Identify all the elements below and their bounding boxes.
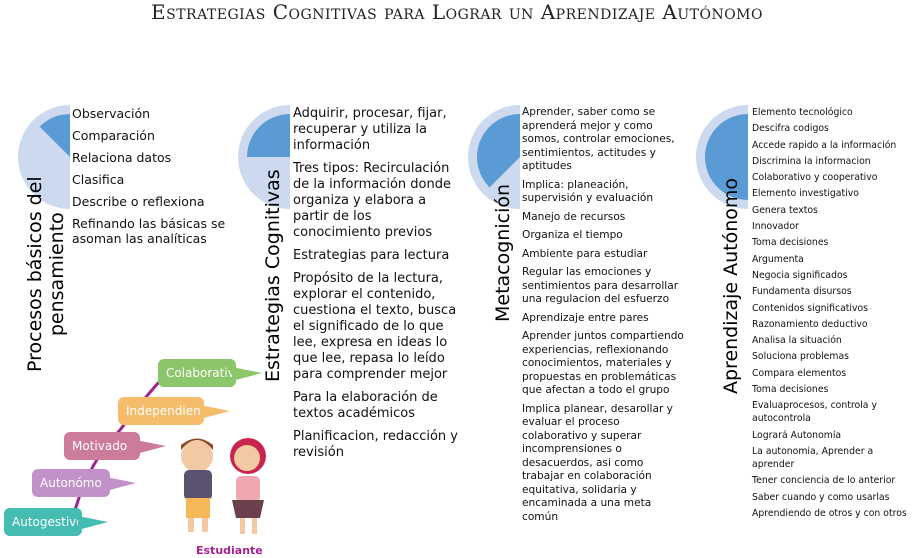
list-item: Accede rapido a la información	[752, 139, 897, 151]
heading-line: pensamiento	[46, 212, 68, 337]
list-item: Discrimina la informacion	[752, 155, 871, 167]
list-item: Ambiente para estudiar	[522, 247, 648, 260]
page-title: Estrategias Cognitivas para Lograr un Aprendizaje Autónomo	[151, 0, 763, 24]
list-item: Regular las emociones y sentimientos para desarrollar una regulacion del esfuerzo	[522, 266, 679, 305]
list-item: Analisa la situación	[752, 335, 842, 347]
list-item: Argumenta	[752, 253, 804, 265]
girl-figure	[230, 438, 266, 534]
list-item: Fundamenta disursos	[752, 286, 852, 298]
list-item: Implica: planeación, supervisión y evaluación	[522, 178, 654, 204]
list-item: Organiza el tiempo	[522, 229, 623, 241]
list-aprendizaje	[752, 106, 914, 523]
heading-line: Procesos básicos del	[24, 176, 46, 372]
list-item: Clasifica	[72, 172, 125, 187]
boy-figure	[181, 439, 213, 533]
column-heading	[24, 176, 68, 372]
step-independiente: Independiente	[118, 397, 204, 425]
list-item: Compara elementos	[752, 367, 847, 379]
list-item: Aprendiendo de otros y con otros	[752, 507, 907, 519]
list-item: Aprendizaje entre pares	[522, 311, 649, 324]
list-item: Toma decisiones	[752, 237, 829, 249]
column-heading: Aprendizaje Autónomo	[720, 177, 742, 394]
list-item: Razonamiento deductivo	[752, 318, 868, 330]
step-colaborativo: Colaborativo	[158, 359, 236, 387]
list-item: La autonomia, Aprender a aprender	[752, 445, 874, 470]
list-item: Elemento investigativo	[752, 188, 859, 200]
list-item: Logrará Autonomía	[752, 429, 842, 441]
list-item: Implica planear, desarollar y evaluar el proceso colaborativo y superar incomprensiones o desacuerdos, asi como trabajar en colaboración equitativa, solidaria y encaminada a una meta común	[522, 402, 673, 523]
step-autogestivo: Autogestivo	[4, 508, 82, 536]
list-item: Planificacion, redacción y revisión	[293, 429, 458, 460]
list-item: Comparación	[72, 128, 155, 143]
list-estrategias	[293, 106, 458, 468]
list-item: Manejo de recursos	[522, 210, 626, 223]
list-item: Aprender, saber como se aprenderá mejor y como somos, controlar emociones, sentimientos, actitudes y aptitudes	[522, 106, 675, 172]
list-procesos	[72, 106, 232, 253]
list-item: Colaborativo y cooperativo	[752, 172, 878, 184]
list-item: Descifra codigos	[752, 123, 829, 135]
list-item: Propósito de la lectura, explorar el contenido, cuestiona el texto, busca el significado de lo que lee, expresa en ideas lo que lee, repasa lo leído para comprender mejor	[293, 271, 457, 382]
list-item: Genera textos	[752, 204, 818, 216]
list-item: Evaluaprocesos, controla y autocontrola	[752, 400, 877, 425]
list-item: Estrategias para lectura	[293, 248, 450, 263]
list-item: Negocia significados	[752, 269, 848, 281]
column-heading: Estrategias Cognitivas	[262, 169, 284, 382]
column-heading: Metacognición	[492, 183, 514, 322]
list-item: Tener conciencia de lo anterior	[752, 475, 896, 487]
list-item: Soluciona problemas	[752, 351, 849, 363]
student-caption: Estudiante	[196, 544, 263, 557]
list-item: Aprender juntos compartiendo experiencias, reflexionando conocimientos, materiales y propuestas en problemáticas que afectan a todo el grupo	[522, 330, 684, 396]
step-motivado: Motivado	[64, 432, 140, 460]
list-item: Adquirir, procesar, fijar, recuperar y utiliza la información	[293, 106, 447, 153]
list-item: Tres tipos: Recirculación de la información donde organiza y elabora a partir de los conocimiento previos	[293, 161, 451, 240]
list-item: Relaciona datos	[72, 150, 172, 165]
list-item: Para la elaboración de textos académicos	[293, 390, 438, 421]
list-item: Contenidos significativos	[752, 302, 869, 314]
list-item: Elemento tecnológico	[752, 107, 853, 118]
list-item: Refinando las básicas se asoman las analíticas	[72, 216, 226, 246]
list-item: Saber cuando y como usarlas	[752, 491, 890, 503]
list-item: Describe o reflexiona	[72, 194, 205, 209]
list-item: Observación	[72, 106, 151, 121]
list-item: Toma decisiones	[752, 384, 829, 396]
step-autonomo: Autonómo	[32, 469, 110, 497]
list-item: Innovador	[752, 221, 799, 233]
list-metacognicion	[522, 106, 687, 529]
